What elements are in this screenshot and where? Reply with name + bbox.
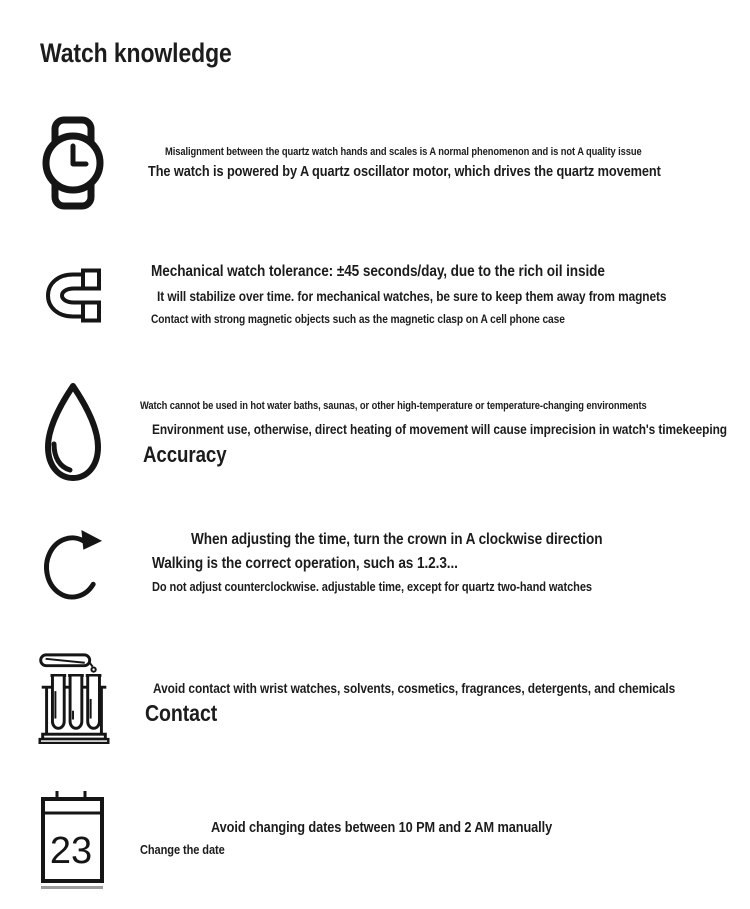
wristwatch-icon	[42, 116, 104, 210]
section-heading: Contact	[145, 700, 218, 726]
magnet-icon	[40, 265, 106, 326]
section-text-line: Mechanical watch tolerance: ±45 seconds/day, due to the rich oil inside	[151, 263, 605, 280]
section-text-line: It will stabilize over time. for mechanical watches, be sure to keep them away from magnets	[157, 288, 667, 304]
section-heading: Accuracy	[143, 442, 227, 467]
clockwise-arrow-icon	[40, 528, 107, 605]
calendar-icon	[40, 790, 105, 885]
section-text-line: Watch cannot be used in hot water baths, saunas, or other high-temperature or temperature-changing environments	[140, 400, 647, 412]
section-text-line: The watch is powered by A quartz oscillator motor, which drives the quartz movement	[148, 163, 661, 180]
section-text-line: Avoid contact with wrist watches, solvents, cosmetics, fragrances, detergents, and chemicals	[153, 680, 676, 696]
section-text-line: Misalignment between the quartz watch hands and scales is A normal phenomenon and is not A quality issue	[165, 146, 642, 158]
calendar-day-number: 23	[49, 830, 93, 872]
water-drop-icon	[40, 382, 106, 483]
section-text-line: Avoid changing dates between 10 PM and 2 AM manually	[211, 819, 553, 836]
section-text-line: Contact with strong magnetic objects such as the magnetic clasp on A cell phone case	[151, 312, 565, 326]
section-text-line: Walking is the correct operation, such as 1.2.3...	[152, 555, 458, 572]
calendar-shadow	[41, 886, 103, 889]
section-text-line: Environment use, otherwise, direct heating of movement will cause imprecision in watch's timekeeping	[152, 421, 727, 437]
section-text-line: Change the date	[140, 842, 225, 857]
test-tubes-icon	[38, 650, 110, 744]
section-text-line: When adjusting the time, turn the crown in A clockwise direction	[191, 531, 603, 548]
section-text-line: Do not adjust counterclockwise. adjustable time, except for quartz two-hand watches	[152, 579, 592, 594]
page-title: Watch knowledge	[40, 38, 232, 68]
